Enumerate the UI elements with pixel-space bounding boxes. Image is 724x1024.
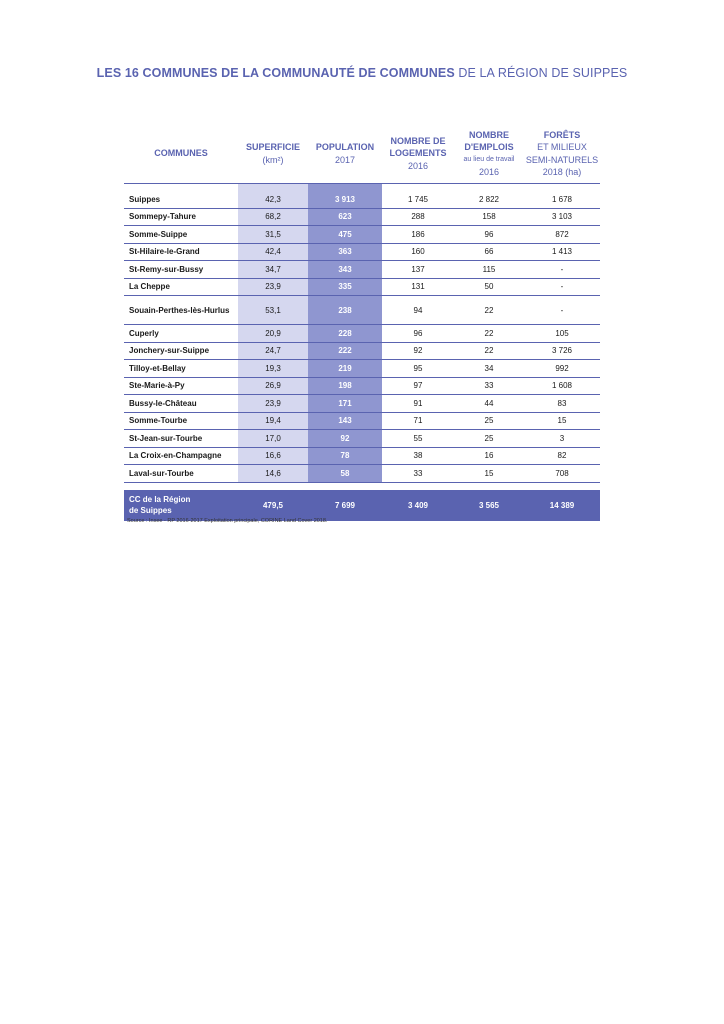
total-row — [124, 490, 600, 521]
total-name — [124, 490, 238, 521]
forets-cell: 708 — [524, 465, 600, 483]
superficie-cell: 26,9 — [238, 377, 308, 395]
population-cell: 228 — [308, 325, 382, 343]
forets-cell: 82 — [524, 447, 600, 465]
emplois-cell: 44 — [454, 395, 524, 413]
table-row — [124, 342, 600, 360]
emplois-cell: 25 — [454, 412, 524, 430]
table-row — [124, 261, 600, 279]
emplois-cell: 34 — [454, 360, 524, 378]
logements-cell: 1 745 — [382, 191, 454, 208]
forets-cell: 872 — [524, 226, 600, 244]
table-row — [124, 278, 600, 296]
total-emplois: 3 565 — [454, 490, 524, 521]
population-cell: 171 — [308, 395, 382, 413]
logements-cell: 96 — [382, 325, 454, 343]
superficie-cell: 68,2 — [238, 208, 308, 226]
total-name-line2: de Suippes — [129, 506, 172, 515]
table-row — [124, 430, 600, 448]
forets-cell: 3 103 — [524, 208, 600, 226]
table-row — [124, 465, 600, 483]
forets-cell: - — [524, 296, 600, 325]
header-spacer-row — [124, 184, 600, 192]
commune-name: Bussy-le-Château — [124, 395, 238, 413]
emplois-cell: 50 — [454, 278, 524, 296]
table-row — [124, 395, 600, 413]
superficie-cell: 14,6 — [238, 465, 308, 483]
commune-name: Sommepy-Tahure — [124, 208, 238, 226]
superficie-cell: 23,9 — [238, 278, 308, 296]
commune-name: Cuperly — [124, 325, 238, 343]
commune-name: Somme-Suippe — [124, 226, 238, 244]
population-cell: 92 — [308, 430, 382, 448]
emplois-cell: 115 — [454, 261, 524, 279]
commune-name: St-Jean-sur-Tourbe — [124, 430, 238, 448]
total-forets: 14 389 — [524, 490, 600, 521]
logements-cell: 92 — [382, 342, 454, 360]
logements-cell: 186 — [382, 226, 454, 244]
header-forets: FORÊTS ET MILIEUX SEMI-NATURELS 2018 (ha) — [524, 124, 600, 184]
population-cell: 198 — [308, 377, 382, 395]
superficie-cell: 20,9 — [238, 325, 308, 343]
superficie-cell: 16,6 — [238, 447, 308, 465]
emplois-cell: 66 — [454, 243, 524, 261]
emplois-cell: 25 — [454, 430, 524, 448]
table-row — [124, 325, 600, 343]
table-row — [124, 191, 600, 208]
table-row — [124, 243, 600, 261]
population-cell: 363 — [308, 243, 382, 261]
commune-name: Jonchery-sur-Suippe — [124, 342, 238, 360]
superficie-cell: 24,7 — [238, 342, 308, 360]
header-communes: COMMUNES — [124, 124, 238, 184]
forets-cell: - — [524, 278, 600, 296]
superficie-cell: 42,4 — [238, 243, 308, 261]
header-superficie: SUPERFICIE (km²) — [238, 124, 308, 184]
emplois-cell: 33 — [454, 377, 524, 395]
emplois-cell: 96 — [454, 226, 524, 244]
forets-cell: 105 — [524, 325, 600, 343]
population-cell: 238 — [308, 296, 382, 325]
logements-cell: 71 — [382, 412, 454, 430]
logements-cell: 38 — [382, 447, 454, 465]
source-note: Source : Insee - RP 2016-2017 Exploitation principale, CORINE Land Cover 2018. — [127, 518, 328, 524]
header-logements: NOMBRE DE LOGEMENTS 2016 — [382, 124, 454, 184]
logements-cell: 288 — [382, 208, 454, 226]
table-row — [124, 377, 600, 395]
emplois-cell: 22 — [454, 342, 524, 360]
page-title — [0, 66, 724, 80]
population-cell: 335 — [308, 278, 382, 296]
logements-cell: 97 — [382, 377, 454, 395]
forets-cell: 1 413 — [524, 243, 600, 261]
commune-name: St-Remy-sur-Bussy — [124, 261, 238, 279]
table-header — [124, 124, 600, 184]
logements-cell: 95 — [382, 360, 454, 378]
logements-cell: 94 — [382, 296, 454, 325]
commune-name: Somme-Tourbe — [124, 412, 238, 430]
logements-cell: 131 — [382, 278, 454, 296]
header-emplois: NOMBRE D'EMPLOIS au lieu de travail 2016 — [454, 124, 524, 184]
table-row — [124, 360, 600, 378]
superficie-cell: 23,9 — [238, 395, 308, 413]
commune-name: La Croix-en-Champagne — [124, 447, 238, 465]
commune-name: Laval-sur-Tourbe — [124, 465, 238, 483]
population-cell: 222 — [308, 342, 382, 360]
population-cell: 475 — [308, 226, 382, 244]
total-spacer-row — [124, 482, 600, 490]
emplois-cell: 22 — [454, 296, 524, 325]
logements-cell: 160 — [382, 243, 454, 261]
total-name-line1: CC de la Région — [129, 495, 191, 504]
table-body — [124, 184, 600, 521]
header-population: POPULATION 2017 — [308, 124, 382, 184]
logements-cell: 55 — [382, 430, 454, 448]
population-cell: 623 — [308, 208, 382, 226]
total-logements: 3 409 — [382, 490, 454, 521]
commune-name: Tilloy-et-Bellay — [124, 360, 238, 378]
forets-cell: 15 — [524, 412, 600, 430]
table-row — [124, 226, 600, 244]
superficie-cell: 17,0 — [238, 430, 308, 448]
emplois-cell: 2 822 — [454, 191, 524, 208]
logements-cell: 91 — [382, 395, 454, 413]
population-cell: 3 913 — [308, 191, 382, 208]
population-cell: 219 — [308, 360, 382, 378]
emplois-cell: 15 — [454, 465, 524, 483]
table-row — [124, 412, 600, 430]
table-row — [124, 296, 600, 325]
superficie-cell: 19,4 — [238, 412, 308, 430]
population-cell: 343 — [308, 261, 382, 279]
superficie-cell: 34,7 — [238, 261, 308, 279]
commune-name: Suippes — [124, 191, 238, 208]
superficie-cell: 53,1 — [238, 296, 308, 325]
superficie-cell: 31,5 — [238, 226, 308, 244]
commune-name: St-Hilaire-le-Grand — [124, 243, 238, 261]
logements-cell: 33 — [382, 465, 454, 483]
forets-cell: 83 — [524, 395, 600, 413]
title-bold: LES 16 COMMUNES DE LA COMMUNAUTÉ DE COMMUNES — [96, 66, 455, 80]
table-row — [124, 208, 600, 226]
total-superficie: 479,5 — [238, 490, 308, 521]
population-cell: 78 — [308, 447, 382, 465]
superficie-cell: 19,3 — [238, 360, 308, 378]
logements-cell: 137 — [382, 261, 454, 279]
forets-cell: 3 726 — [524, 342, 600, 360]
forets-cell: 992 — [524, 360, 600, 378]
emplois-cell: 158 — [454, 208, 524, 226]
emplois-cell: 22 — [454, 325, 524, 343]
table-row — [124, 447, 600, 465]
commune-name: Souain-Perthes-lès-Hurlus — [124, 296, 238, 325]
emplois-cell: 16 — [454, 447, 524, 465]
commune-name: Ste-Marie-à-Py — [124, 377, 238, 395]
communes-table — [124, 124, 600, 521]
title-normal: DE LA RÉGION DE SUIPPES — [454, 66, 628, 80]
total-population: 7 699 — [308, 490, 382, 521]
forets-cell: 1 678 — [524, 191, 600, 208]
forets-cell: 3 — [524, 430, 600, 448]
population-cell: 58 — [308, 465, 382, 483]
forets-cell: - — [524, 261, 600, 279]
superficie-cell: 42,3 — [238, 191, 308, 208]
commune-name: La Cheppe — [124, 278, 238, 296]
population-cell: 143 — [308, 412, 382, 430]
forets-cell: 1 608 — [524, 377, 600, 395]
